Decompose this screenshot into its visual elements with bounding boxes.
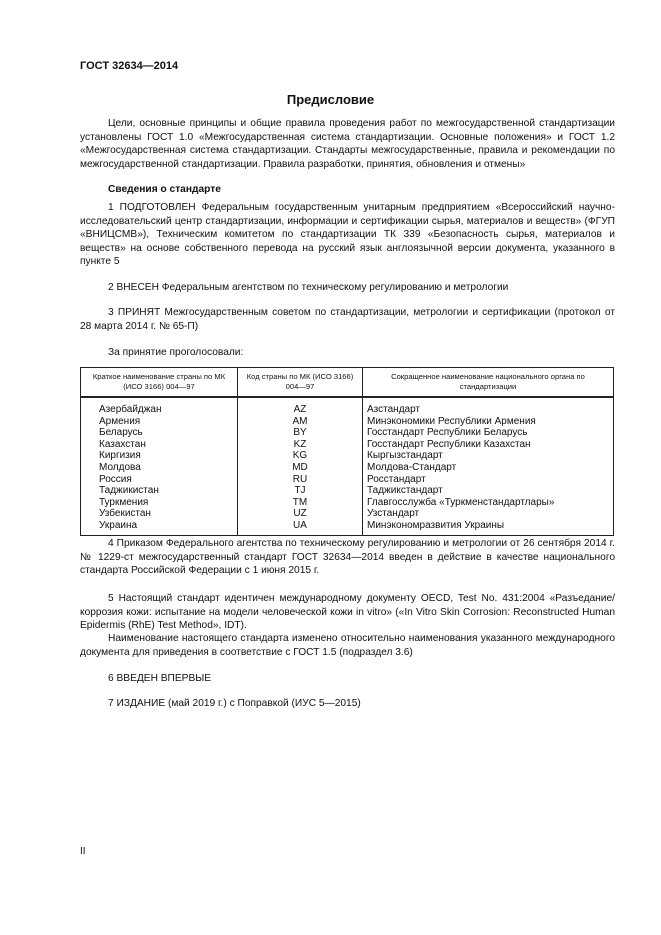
standards-body: Узстандарт [363,508,614,520]
country-code: AZ [238,397,363,416]
country-name: Киргизия [81,450,238,462]
section-heading: Сведения о стандарте [108,184,221,195]
item-1-paragraph: 1 ПОДГОТОВЛЕН Федеральным государственным унитарным предприятием «Всероссийский научно-исследовательский центр стандартизации, информации и сертификации сырья, материалов и веществ» (ФГУП «ВНИЦСМВ»), Техническим комитетом по стандартизации ТК 339 «Безопасность сырья, материалов и веществ» на основе собственного перевода на русский язык англоязычной версии документа, указанного в пункте 5 [80,202,615,268]
table-header-row [81,368,614,398]
table-row [81,508,614,520]
country-name: Беларусь [81,427,238,439]
standards-body: Кыргызстандарт [363,450,614,462]
standards-body: Госстандарт Республики Казахстан [363,439,614,451]
country-code: UA [238,520,363,535]
item-4-paragraph: 4 Приказом Федерального агентства по техническому регулированию и метрологии от 26 сентября 2014 г. № 1229-ст межгосударственный стандарт ГОСТ 32634—2014 введен в действие в качестве национального стандарта Российской Федерации с 1 июня 2015 г. [80,538,615,577]
voted-label: За принятие проголосовали: [108,347,244,358]
country-code: AM [238,416,363,428]
country-name: Россия [81,474,238,486]
country-name: Армения [81,416,238,428]
country-code: KG [238,450,363,462]
header-country-name: Краткое наименование страны по МК (ИСО 3166) 004—97 [81,368,238,398]
country-name: Украина [81,520,238,535]
standards-body: Таджикстандарт [363,485,614,497]
standards-body: Минэкономики Республики Армения [363,416,614,428]
standards-body: Минэкономразвития Украины [363,520,614,535]
table-row [81,474,614,486]
page-number: II [80,846,86,857]
header-country-code: Код страны по МК (ИСО 3166) 004—97 [238,368,363,398]
country-code: TJ [238,485,363,497]
country-code: TM [238,497,363,509]
country-name: Казахстан [81,439,238,451]
header-standards-body: Сокращенное наименование национального органа по стандартизации [363,368,614,398]
table-row [81,462,614,474]
item-7-paragraph: 7 ИЗДАНИЕ (май 2019 г.) с Поправкой (ИУС 5—2015) [108,698,361,709]
standards-body: Молдова-Стандарт [363,462,614,474]
table-row [81,497,614,509]
country-code: MD [238,462,363,474]
page-title: Предисловие [286,92,375,107]
country-code: BY [238,427,363,439]
country-name: Азербайджан [81,397,238,416]
item-5-note-paragraph: Наименование настоящего стандарта изменено относительно наименования указанного международного документа для приведения в соответствие с ГОСТ 1.5 (подраздел 3.6) [80,633,615,658]
countries-table [80,367,614,536]
intro-paragraph: Цели, основные принципы и общие правила проведения работ по межгосударственной стандартизации установлены ГОСТ 1.0 «Межгосударственная система стандартизации. Основные положения» и ГОСТ 1.2 «Межгосударственная система стандартизации. Стандарты межгосударственные, правила и рекомендации по межгосударственной стандартизации. Правила разработки, принятия, обновления и отмены» [80,118,615,170]
standards-body: Росстандарт [363,474,614,486]
country-code: RU [238,474,363,486]
table-row [81,520,614,535]
standards-body: Главгосслужба «Туркменстандартлары» [363,497,614,509]
country-name: Туркмения [81,497,238,509]
item-6-paragraph: 6 ВВЕДЕН ВПЕРВЫЕ [108,673,212,684]
country-code: KZ [238,439,363,451]
country-name: Узбекистан [81,508,238,520]
item-3-paragraph: 3 ПРИНЯТ Межгосударственным советом по стандартизации, метрологии и сертификации (протокол от 28 марта 2014 г. № 65-П) [80,307,615,332]
standards-body: Азстандарт [363,397,614,416]
table-row [81,416,614,428]
table-row [81,439,614,451]
table-row [81,427,614,439]
item-2-paragraph: 2 ВНЕСЕН Федеральным агентством по техническому регулированию и метрологии [108,282,509,293]
country-name: Таджикистан [81,485,238,497]
table-row [81,397,614,416]
standards-body: Госстандарт Республики Беларусь [363,427,614,439]
country-code: UZ [238,508,363,520]
table-row [81,450,614,462]
document-code: ГОСТ 32634—2014 [80,60,179,72]
table-row [81,485,614,497]
item-5-paragraph: 5 Настоящий стандарт идентичен международному документу OECD, Test No. 431:2004 «Разъедание/коррозия кожи: испытание на модели человеческой кожи in vitro» («In Vitro Skin Corrosion: Reconstructed Human Epidermis (RhE) Test Method», IDT). [80,593,615,632]
country-name: Молдова [81,462,238,474]
